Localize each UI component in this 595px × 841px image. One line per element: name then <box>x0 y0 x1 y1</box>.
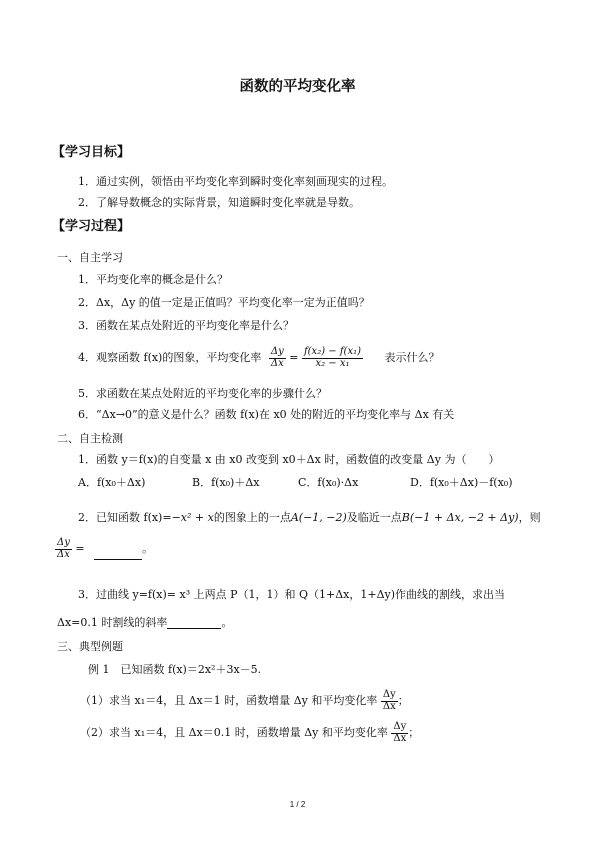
question-item: 3．函数在某点处附近的平均变化率是什么？ <box>78 319 294 332</box>
answer-blank[interactable] <box>94 548 142 560</box>
check-question-3-cont: Δx=0.1 时割线的斜率 。 <box>57 616 233 629</box>
section-heading-self-check: 二、自主检测 <box>57 432 123 445</box>
option-c: C．f(x₀)·Δx <box>298 476 359 489</box>
answer-blank[interactable] <box>167 617 221 629</box>
example-1-part-1: （1）求当 x₁＝4，且 Δx＝1 时，函数增量 Δy 和平均变化率 $\frac{\Delta y}{\Delta x}$ ； <box>80 689 409 712</box>
section-heading-examples: 三、典型例题 <box>57 640 123 653</box>
q2-ratio-fraction: $\frac{\Delta y}{\Delta x}$ <box>57 537 70 560</box>
s1-ratio-fraction: $\frac{\Delta y}{\Delta x}$ <box>382 689 396 712</box>
example-1: 例 1 已知函数 f(x)＝2x²＋3x－5. <box>88 663 262 676</box>
process-heading: 【学习过程】 <box>52 219 131 234</box>
check-question-1: 1．函数 y＝f(x)的自变量 x 由 x0 改变到 x0＋Δx 时，函数值的改变量 Δy 为（ ） <box>78 453 500 466</box>
check-question-2-answer: $\frac{\Delta y}{\Delta x}$ = 。 <box>57 537 154 560</box>
s2-ratio-fraction: $\frac{\Delta y}{\Delta x}$ <box>393 721 407 744</box>
goals-heading: 【学习目标】 <box>52 145 131 160</box>
question-item: 6．“Δx→0”的意义是什么？函数 f(x)在 x0 处的附近的平均变化率与 Δx 有关 <box>78 408 455 421</box>
check-question-3: 3．过曲线 y=f(x)= x³ 上两点 P（1，1）和 Q（1+Δx，1+Δy)作曲线的割线，求出当 <box>78 588 506 601</box>
document-title: 函数的平均变化率 <box>239 78 356 95</box>
question-item-4: 4．观察函数 f(x)的图象，平均变化率 $\frac{\Delta y}{\Delta x}$ = $\frac{\text{f(x₂) − f(x₁)}}{\text{x₂ − x₁}}$ 表示什么？ <box>78 346 440 369</box>
option-d: D．f(x₀＋Δx)－f(x₀) <box>410 476 513 489</box>
q4-tail: 表示什么？ <box>384 351 440 364</box>
question-item: 2．Δx，Δy 的值一定是正值吗？平均变化率一定为正值吗？ <box>78 296 370 309</box>
goal-item: 2．了解导数概念的实际背景，知道瞬时变化率就是导数。 <box>78 196 360 209</box>
check-question-2: 2．已知函数 f(x)=−x² + x的图象上的一点A(−1, −2)及临近一点B(−1 + Δx, −2 + Δy)，则 <box>78 511 541 524</box>
example-1-part-2: （2）求当 x₁＝4，且 Δx＝0.1 时，函数增量 Δy 和平均变化率 $\frac{\Delta y}{\Delta x}$ ； <box>80 721 420 744</box>
option-b: B．f(x₀)＋Δx <box>192 476 260 489</box>
page-number: 1 / 2 <box>289 800 306 809</box>
section-heading-self-study: 一、自主学习 <box>57 251 123 264</box>
question-item: 1．平均变化率的概念是什么？ <box>78 273 228 286</box>
option-a: A．f(x₀＋Δx) <box>78 476 146 489</box>
goal-item: 1．通过实例，领悟由平均变化率到瞬时变化率刻画现实的过程。 <box>78 175 393 188</box>
q4-ratio-fraction: $\frac{\Delta y}{\Delta x}$ <box>270 346 284 369</box>
question-item: 5．求函数在某点处附近的平均变化率的步骤什么？ <box>78 387 327 400</box>
q4-rhs-fraction: $\frac{\text{f(x₂) − f(x₁)}}{\text{x₂ − x₁}}$ <box>303 346 361 369</box>
q4-text: 4．观察函数 f(x)的图象，平均变化率 <box>78 351 262 364</box>
